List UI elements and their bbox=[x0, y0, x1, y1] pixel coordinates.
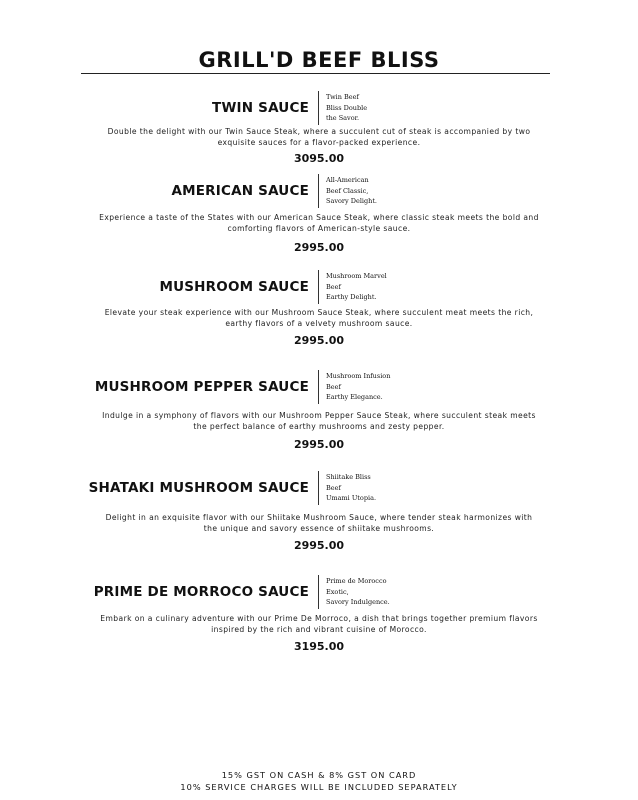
menu-item-price: 2995.00 bbox=[293, 241, 345, 254]
menu-item-tagline bbox=[326, 92, 367, 124]
tagline-line: Mushroom Infusion bbox=[326, 372, 391, 380]
tagline-line: Beef bbox=[326, 382, 341, 391]
menu-item-price: 3095.00 bbox=[293, 152, 345, 165]
menu-item-header bbox=[0, 471, 638, 505]
tagline-line: Savory Indulgence. bbox=[326, 598, 390, 606]
menu-item-header bbox=[0, 370, 638, 404]
tagline-line: Twin Beef bbox=[326, 93, 359, 101]
menu-item-name: MUSHROOM PEPPER SAUCE bbox=[94, 379, 309, 395]
menu-item-description: Embark on a culinary adventure with our Prime De Morroco, a dish that brings together premium flavors inspired by the rich and vibrant cuisine of Morocco. bbox=[100, 614, 538, 634]
menu-item-header bbox=[0, 270, 638, 304]
menu-item-tagline bbox=[326, 576, 390, 608]
tagline-line: All-American bbox=[326, 176, 369, 184]
tagline-line: Beef bbox=[326, 483, 341, 492]
tagline-line: Earthy Delight. bbox=[326, 293, 377, 301]
menu-item-price: 2995.00 bbox=[293, 334, 345, 347]
menu-item-price: 2995.00 bbox=[293, 539, 345, 552]
menu-item-name: SHATAKI MUSHROOM SAUCE bbox=[88, 480, 309, 496]
menu-item-divider bbox=[318, 575, 319, 609]
tagline-line: Savory Delight. bbox=[326, 197, 378, 205]
tagline-line: Bliss Double bbox=[326, 103, 368, 112]
service-charge-note: 10% SERVICE CHARGES WILL BE INCLUDED SEPARATELY bbox=[180, 782, 458, 792]
tax-note: 15% GST ON CASH & 8% GST ON CARD bbox=[221, 770, 417, 780]
menu-item-header bbox=[0, 91, 638, 125]
menu-item-price: 2995.00 bbox=[293, 438, 345, 451]
menu-item-description: Indulge in a symphony of flavors with our Mushroom Pepper Sauce Steak, where succulent steak meets the perfect balance of earthy mushrooms and zesty pepper. bbox=[102, 411, 536, 431]
menu-item-name: PRIME DE MORROCO SAUCE bbox=[93, 584, 309, 600]
menu-item-tagline bbox=[326, 472, 376, 504]
menu-item-divider bbox=[318, 370, 319, 404]
menu-item-description: Elevate your steak experience with our Mushroom Sauce Steak, where succulent meat meets the rich, earthy flavors of a velvety mushroom sauce. bbox=[104, 308, 534, 328]
tagline-line: Exotic, bbox=[326, 587, 349, 596]
menu-item-divider bbox=[318, 91, 319, 125]
menu-item-header bbox=[0, 575, 638, 609]
menu-item-divider bbox=[318, 270, 319, 304]
page-title: GRILL'D BEEF BLISS bbox=[198, 48, 440, 72]
menu-item-header bbox=[0, 174, 638, 208]
menu-item-tagline bbox=[326, 271, 387, 303]
menu-item-description: Double the delight with our Twin Sauce Steak, where a succulent cut of steak is accompanied by two exquisite sauces for a flavor-packed experience. bbox=[107, 127, 531, 147]
menu-item-divider bbox=[318, 174, 319, 208]
menu-item-name: AMERICAN SAUCE bbox=[171, 183, 309, 199]
tagline-line: Umami Utopia. bbox=[326, 494, 377, 502]
tagline-line: Shiitake Bliss bbox=[326, 473, 371, 481]
menu-item-tagline bbox=[326, 371, 390, 403]
tagline-line: Beef Classic, bbox=[326, 186, 369, 195]
tagline-line: Prime de Morocco bbox=[326, 577, 387, 585]
tagline-line: the Savor. bbox=[326, 114, 360, 122]
menu-item-divider bbox=[318, 471, 319, 505]
title-divider bbox=[81, 73, 550, 74]
tagline-line: Beef bbox=[326, 282, 341, 291]
menu-item-name: MUSHROOM SAUCE bbox=[159, 279, 309, 295]
tagline-line: Mushroom Marvel bbox=[326, 272, 387, 280]
menu-item-name: TWIN SAUCE bbox=[212, 100, 309, 116]
menu-item-tagline bbox=[326, 175, 377, 207]
menu-item-description: Delight in an exquisite flavor with our Shiitake Mushroom Sauce, where tender steak harmonizes with the unique and savory essence of shiitake mushrooms. bbox=[105, 513, 533, 533]
menu-item-description: Experience a taste of the States with our American Sauce Steak, where classic steak meets the bold and comforting flavors of American-style sauce. bbox=[99, 213, 539, 233]
menu-item-price: 3195.00 bbox=[293, 640, 345, 653]
tagline-line: Earthy Elegance. bbox=[326, 393, 383, 401]
